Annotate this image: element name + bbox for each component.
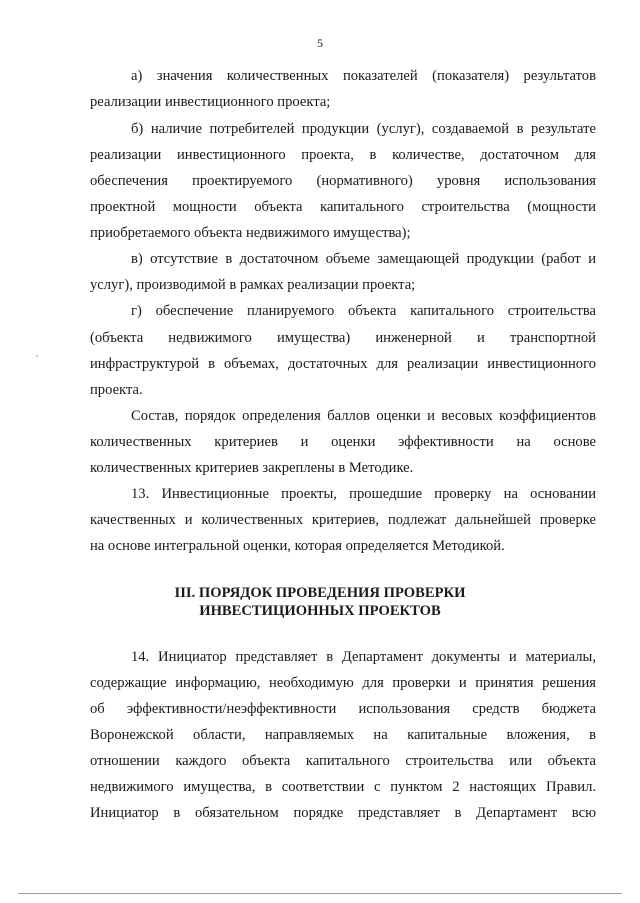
paragraph-g-line-2: (объекта недвижимого имущества) инженерной и транспортной bbox=[90, 330, 596, 346]
paragraph-g-line-3: инфраструктурой в объемах, достаточных для реализации инвестиционного bbox=[90, 356, 596, 372]
section-heading-line-1: III. ПОРЯДОК ПРОВЕДЕНИЯ ПРОВЕРКИ bbox=[174, 585, 466, 601]
paragraph-g-line-1: г) обеспечение планируемого объекта капитального строительства bbox=[131, 303, 596, 319]
paragraph-a-line-1: а) значения количественных показателей (показателя) результатов bbox=[131, 68, 596, 84]
paragraph-b-line-4: проектной мощности объекта капитального строительства (мощности bbox=[90, 199, 596, 215]
paragraph-13-line-3: на основе интегральной оценки, которая определяется Методикой. bbox=[90, 538, 505, 554]
paragraph-14-line-7: Инициатор в обязательном порядке представляет в Департамент всю bbox=[90, 805, 596, 821]
paragraph-composition-line-2: количественных критериев и оценки эффективности на основе bbox=[90, 434, 596, 450]
paragraph-composition-line-3: количественных критериев закреплены в Методике. bbox=[90, 460, 414, 476]
paragraph-b-line-5: приобретаемого объекта недвижимого имущества); bbox=[90, 225, 411, 241]
paragraph-composition-line-1: Состав, порядок определения баллов оценки и весовых коэффициентов bbox=[131, 408, 596, 424]
paragraph-14-line-1: 14. Инициатор представляет в Департамент документы и материалы, bbox=[131, 649, 596, 665]
paragraph-14-line-2: содержащие информацию, необходимую для проверки и принятия решения bbox=[90, 675, 596, 691]
paragraph-14-line-6: недвижимого имущества, в соответствии с пунктом 2 настоящих Правил. bbox=[90, 779, 596, 795]
page-bottom-edge bbox=[18, 893, 622, 894]
paragraph-b-line-2: реализации инвестиционного проекта, в количестве, достаточном для bbox=[90, 147, 596, 163]
paragraph-a-line-2: реализации инвестиционного проекта; bbox=[90, 94, 331, 110]
paragraph-14-line-4: Воронежской области, направляемых на капитальные вложения, в bbox=[90, 727, 596, 743]
paragraph-v-line-1: в) отсутствие в достаточном объеме замещающей продукции (работ и bbox=[131, 251, 596, 267]
paragraph-13-line-1: 13. Инвестиционные проекты, прошедшие проверку на основании bbox=[131, 486, 596, 502]
paragraph-g-line-4: проекта. bbox=[90, 382, 143, 398]
paragraph-14-line-3: об эффективности/неэффективности использования средств бюджета bbox=[90, 701, 596, 717]
paragraph-v-line-2: услуг), производимой в рамках реализации проекта; bbox=[90, 277, 416, 293]
scan-speck bbox=[36, 355, 38, 357]
paragraph-13-line-2: качественных и количественных критериев, подлежат дальнейшей проверке bbox=[90, 512, 596, 528]
section-heading-line-2: ИНВЕСТИЦИОННЫХ ПРОЕКТОВ bbox=[199, 603, 441, 619]
paragraph-b-line-3: обеспечения проектируемого (нормативного) уровня использования bbox=[90, 173, 596, 189]
page-number: 5 bbox=[317, 36, 323, 50]
paragraph-14-line-5: отношении каждого объекта капитального строительства или объекта bbox=[90, 753, 596, 769]
paragraph-b-line-1: б) наличие потребителей продукции (услуг), создаваемой в результате bbox=[131, 121, 596, 137]
